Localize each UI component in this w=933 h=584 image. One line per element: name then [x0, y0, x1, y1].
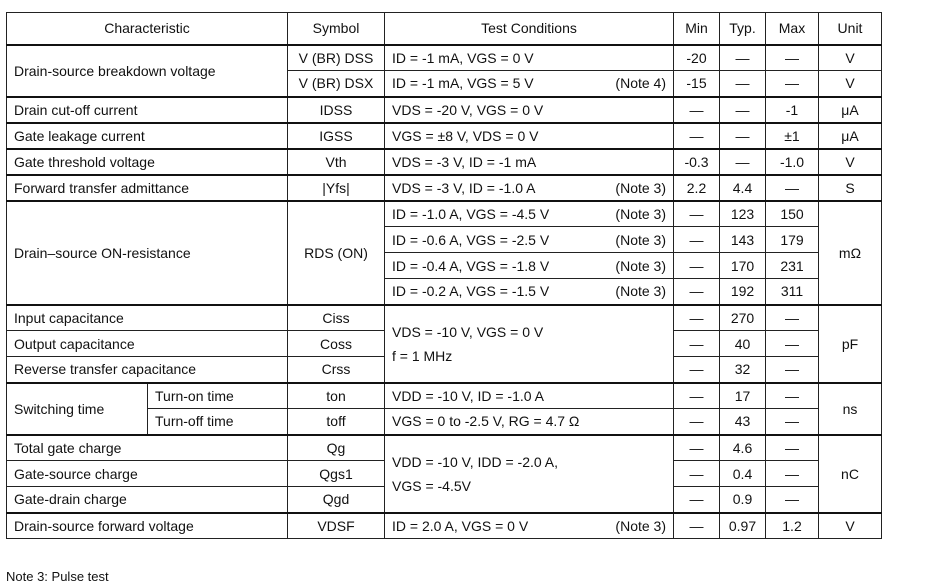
row-max: 150: [766, 201, 819, 227]
row-condition: [385, 513, 674, 539]
row-unit: V: [819, 45, 882, 71]
row-label: Total gate charge: [7, 435, 288, 461]
header-row: [7, 13, 882, 45]
row-label: Gate threshold voltage: [7, 149, 288, 175]
row-unit: ns: [819, 383, 882, 435]
row-max: —: [766, 357, 819, 383]
row-max: —: [766, 45, 819, 71]
row-min: —: [674, 487, 720, 513]
row-max: —: [766, 409, 819, 435]
row-condition: [385, 201, 674, 227]
row-condition: VDD = -10 V, ID = -1.0 A: [385, 383, 674, 409]
header-characteristic: Characteristic: [7, 13, 288, 45]
row-condition: VDS = -20 V, VGS = 0 V: [385, 97, 674, 123]
row-condition: [385, 45, 674, 71]
condition-text: ID = -1 mA, VGS = 0 V: [392, 49, 534, 66]
footnote: Note 3: Pulse test: [6, 569, 109, 584]
row-min: —: [674, 357, 720, 383]
row-typ: 40: [720, 331, 766, 357]
row-condition: [385, 175, 674, 201]
row-min: -15: [674, 71, 720, 97]
row-unit: μA: [819, 123, 882, 149]
row-max: —: [766, 305, 819, 331]
row-label: Output capacitance: [7, 331, 288, 357]
row-max: —: [766, 331, 819, 357]
row-condition: [385, 253, 674, 279]
table-row: [7, 201, 882, 227]
row-typ: 43: [720, 409, 766, 435]
row-max: —: [766, 461, 819, 487]
row-min: —: [674, 435, 720, 461]
row-symbol: V (BR) DSS: [288, 45, 385, 71]
row-min: —: [674, 279, 720, 305]
condition-text: ID = -1.0 A, VGS = -4.5 V: [392, 205, 550, 222]
row-condition: VGS = ±8 V, VDS = 0 V: [385, 123, 674, 149]
row-max: —: [766, 383, 819, 409]
row-symbol: Qgs1: [288, 461, 385, 487]
condition-text: ID = 2.0 A, VGS = 0 V: [392, 517, 529, 534]
row-min: 2.2: [674, 175, 720, 201]
row-symbol: Qgd: [288, 487, 385, 513]
row-condition: VDS = -3 V, ID = -1 mA: [385, 149, 674, 175]
condition-note: (Note 4): [615, 75, 666, 92]
row-max: -1.0: [766, 149, 819, 175]
row-max: 231: [766, 253, 819, 279]
condition-note: (Note 3): [615, 179, 666, 196]
header-test-conditions: Test Conditions: [385, 13, 674, 45]
row-unit: V: [819, 71, 882, 97]
row-typ: 0.4: [720, 461, 766, 487]
row-min: —: [674, 461, 720, 487]
row-unit: V: [819, 149, 882, 175]
row-typ: 4.6: [720, 435, 766, 461]
row-max: —: [766, 487, 819, 513]
row-min: —: [674, 409, 720, 435]
row-typ: 4.4: [720, 175, 766, 201]
row-min: -0.3: [674, 149, 720, 175]
row-typ: 32: [720, 357, 766, 383]
row-max: 311: [766, 279, 819, 305]
row-symbol: toff: [288, 409, 385, 435]
row-symbol: Coss: [288, 331, 385, 357]
row-unit: μA: [819, 97, 882, 123]
condition-text: ID = -1 mA, VGS = 5 V: [392, 75, 534, 92]
row-min: —: [674, 253, 720, 279]
row-symbol: IGSS: [288, 123, 385, 149]
row-unit: nC: [819, 435, 882, 513]
condition-note: (Note 3): [615, 205, 666, 222]
row-min: —: [674, 201, 720, 227]
row-label: Switching time: [7, 383, 148, 435]
table-row: [7, 383, 882, 409]
electrical-characteristics-table: [6, 12, 882, 539]
row-typ: 270: [720, 305, 766, 331]
row-label: Gate-drain charge: [7, 487, 288, 513]
row-min: -20: [674, 45, 720, 71]
condition-text: VDS = -3 V, ID = -1.0 A: [392, 179, 536, 196]
row-sublabel: Turn-on time: [148, 383, 288, 409]
table-row: [7, 435, 882, 461]
table-row: [7, 97, 882, 123]
row-typ: —: [720, 97, 766, 123]
row-unit: S: [819, 175, 882, 201]
row-min: —: [674, 383, 720, 409]
row-label: Drain-source forward voltage: [7, 513, 288, 539]
row-label: Reverse transfer capacitance: [7, 357, 288, 383]
header-max: Max: [766, 13, 819, 45]
row-min: —: [674, 513, 720, 539]
row-max: —: [766, 71, 819, 97]
row-typ: 17: [720, 383, 766, 409]
row-label: Drain-source breakdown voltage: [7, 45, 288, 97]
condition-note: (Note 3): [615, 231, 666, 248]
header-symbol: Symbol: [288, 13, 385, 45]
row-symbol: IDSS: [288, 97, 385, 123]
row-symbol: ton: [288, 383, 385, 409]
row-sublabel: Turn-off time: [148, 409, 288, 435]
condition-text: ID = -0.2 A, VGS = -1.5 V: [392, 283, 550, 300]
row-symbol: Crss: [288, 357, 385, 383]
condition-note: (Note 3): [615, 517, 666, 534]
condition-line: VGS = -4.5V: [392, 477, 471, 494]
row-min: —: [674, 97, 720, 123]
table-row: [7, 513, 882, 539]
row-condition: [385, 279, 674, 305]
row-typ: 170: [720, 253, 766, 279]
row-condition: [385, 71, 674, 97]
row-label: Input capacitance: [7, 305, 288, 331]
row-label: Gate leakage current: [7, 123, 288, 149]
table-row: [7, 123, 882, 149]
row-typ: —: [720, 123, 766, 149]
row-max: ±1: [766, 123, 819, 149]
row-typ: 143: [720, 227, 766, 253]
row-symbol: RDS (ON): [288, 201, 385, 305]
row-typ: —: [720, 71, 766, 97]
row-typ: —: [720, 149, 766, 175]
row-max: —: [766, 435, 819, 461]
row-unit: pF: [819, 305, 882, 383]
row-label: Gate-source charge: [7, 461, 288, 487]
row-condition: [385, 227, 674, 253]
row-typ: 0.97: [720, 513, 766, 539]
row-min: —: [674, 305, 720, 331]
row-label: Drain–source ON-resistance: [7, 201, 288, 305]
row-typ: 192: [720, 279, 766, 305]
header-unit: Unit: [819, 13, 882, 45]
row-symbol: Ciss: [288, 305, 385, 331]
table-row: [7, 175, 882, 201]
row-condition: [385, 435, 674, 513]
row-max: 179: [766, 227, 819, 253]
row-label: Drain cut-off current: [7, 97, 288, 123]
row-typ: —: [720, 45, 766, 71]
row-unit: mΩ: [819, 201, 882, 305]
condition-note: (Note 3): [615, 283, 666, 300]
header-typ: Typ.: [720, 13, 766, 45]
row-symbol: |Yfs|: [288, 175, 385, 201]
header-min: Min: [674, 13, 720, 45]
table-row: [7, 305, 882, 331]
row-max: 1.2: [766, 513, 819, 539]
row-typ: 0.9: [720, 487, 766, 513]
condition-note: (Note 3): [615, 257, 666, 274]
condition-line: VDD = -10 V, IDD = -2.0 A,: [392, 453, 559, 470]
table-row: [7, 149, 882, 175]
row-max: -1: [766, 97, 819, 123]
table-row: [7, 45, 882, 71]
condition-text: ID = -0.4 A, VGS = -1.8 V: [392, 257, 550, 274]
condition-text: ID = -0.6 A, VGS = -2.5 V: [392, 231, 550, 248]
row-symbol: V (BR) DSX: [288, 71, 385, 97]
row-min: —: [674, 331, 720, 357]
row-min: —: [674, 123, 720, 149]
row-condition: [385, 305, 674, 383]
row-condition: VGS = 0 to -2.5 V, RG = 4.7 Ω: [385, 409, 674, 435]
row-symbol: Qg: [288, 435, 385, 461]
row-symbol: VDSF: [288, 513, 385, 539]
condition-line: f = 1 MHz: [392, 347, 453, 364]
row-symbol: Vth: [288, 149, 385, 175]
condition-line: VDS = -10 V, VGS = 0 V: [392, 323, 544, 340]
row-max: —: [766, 175, 819, 201]
row-unit: V: [819, 513, 882, 539]
row-typ: 123: [720, 201, 766, 227]
row-min: —: [674, 227, 720, 253]
row-label: Forward transfer admittance: [7, 175, 288, 201]
